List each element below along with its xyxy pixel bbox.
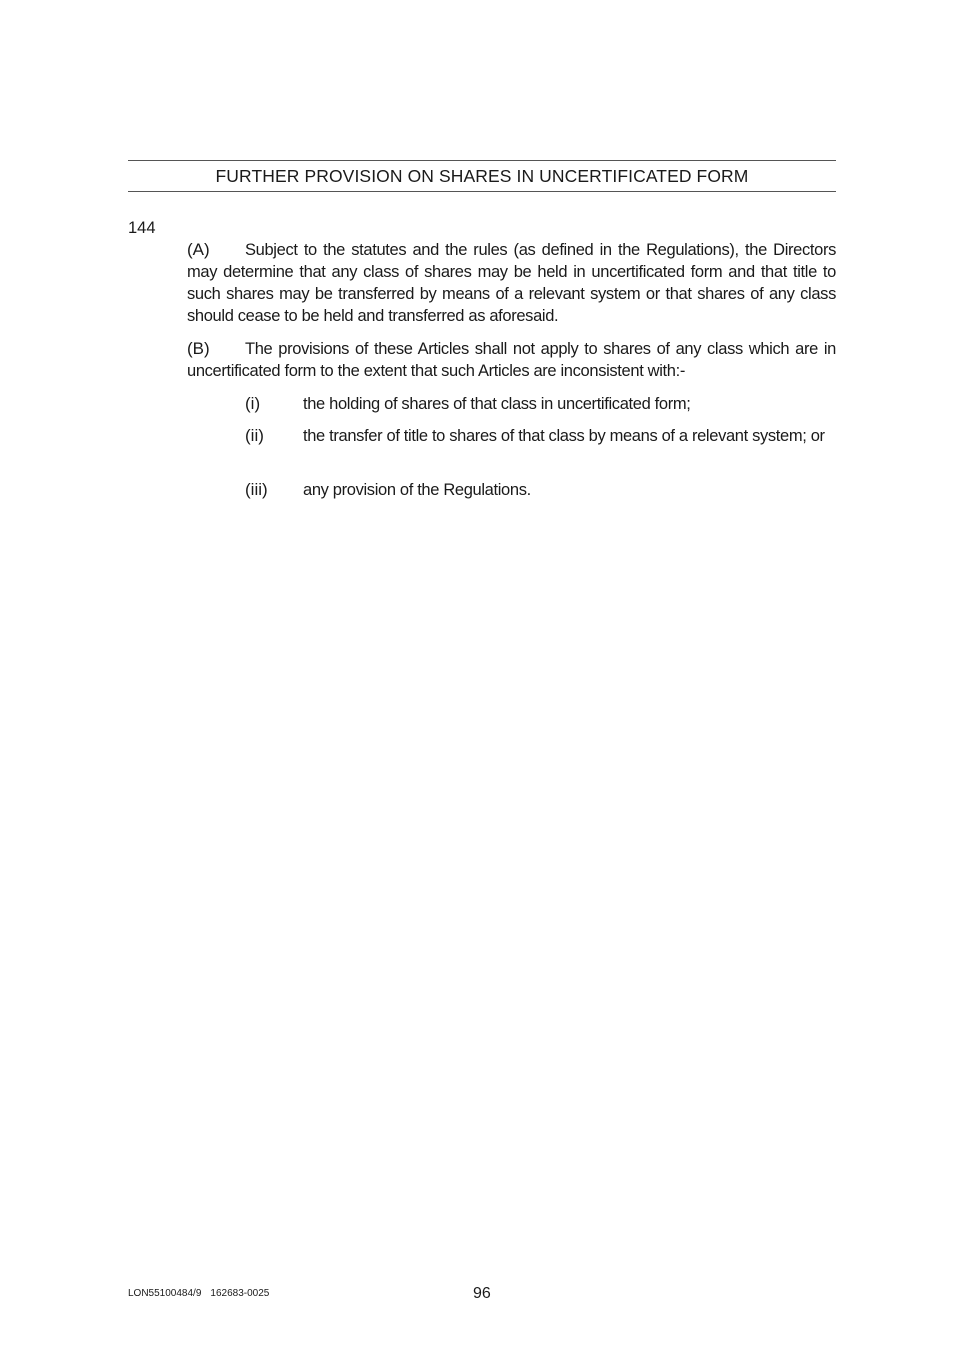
paragraph-text: The provisions of these Articles shall not apply to shares of any class which are in uncertificated form to the extent that such Articles are inconsistent with:- <box>187 340 836 380</box>
paragraph-b <box>187 338 836 382</box>
paragraph-label: (A) <box>187 240 210 259</box>
footer-document-reference <box>128 1288 269 1299</box>
subparagraph-text: the transfer of title to shares of that class by means of a relevant system; or <box>303 427 825 445</box>
footer-matter-ref: 162683-0025 <box>210 1288 270 1299</box>
subparagraph-iii <box>245 479 836 501</box>
subparagraph-text: any provision of the Regulations. <box>303 481 531 499</box>
page-number: 96 <box>473 1285 491 1302</box>
footer-doc-ref: LON55100484/9 <box>128 1288 202 1299</box>
paragraph-a <box>187 239 836 327</box>
section-heading <box>128 160 836 192</box>
subparagraph-ii <box>245 425 836 447</box>
subparagraph-i <box>245 393 836 415</box>
subparagraph-label: (ii) <box>245 426 264 445</box>
paragraph-label: (B) <box>187 339 210 358</box>
section-heading-text: FURTHER PROVISION ON SHARES IN UNCERTIFICATED FORM <box>215 165 749 186</box>
paragraph-text: Subject to the statutes and the rules (as defined in the Regulations), the Directors may determine that any class of shares may be held in uncertificated form and that title to such shares may be transferred by means of a relevant system or that shares of any class should cease to be held and transferred as aforesaid. <box>187 241 836 325</box>
subparagraph-label: (i) <box>245 394 261 413</box>
subparagraph-text: the holding of shares of that class in uncertificated form; <box>303 395 691 413</box>
article-number: 144 <box>128 219 156 237</box>
subparagraph-label: (iii) <box>245 480 268 499</box>
